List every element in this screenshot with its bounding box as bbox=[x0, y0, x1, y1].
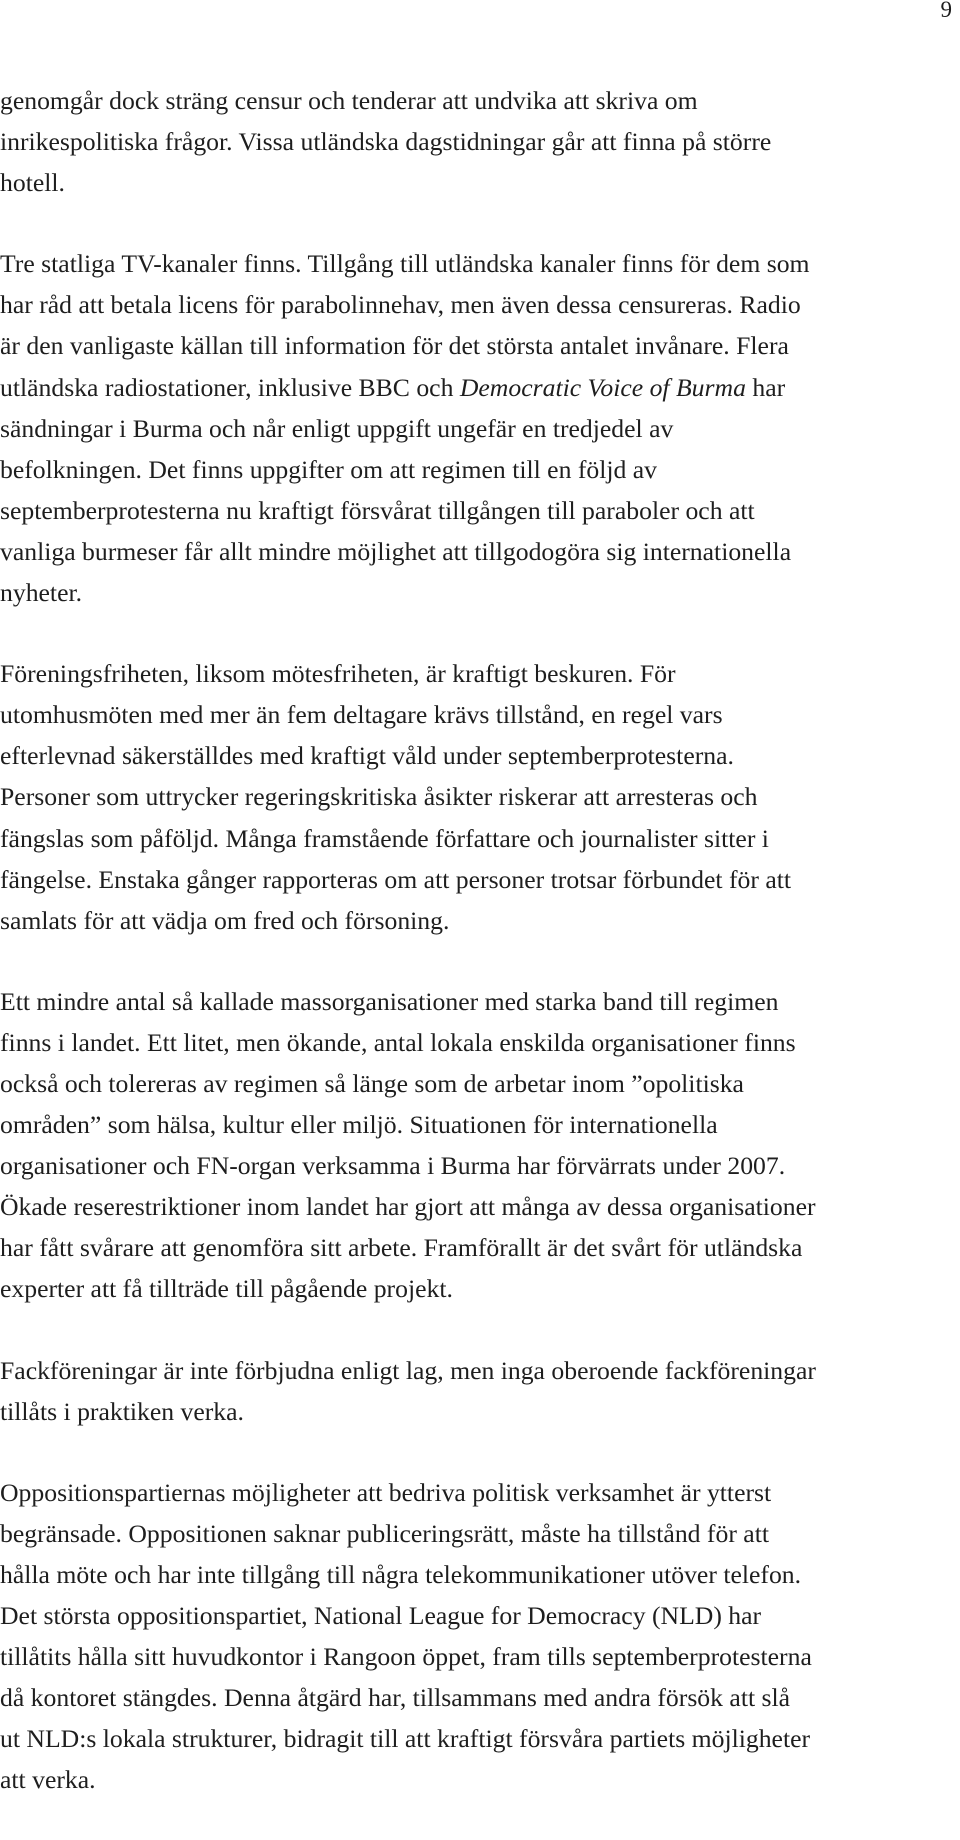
text-line: att verka. bbox=[0, 1765, 96, 1795]
paragraph bbox=[0, 1472, 960, 1801]
text-line: Personer som uttrycker regeringskritiska åsikter riskerar att arresteras och bbox=[0, 782, 758, 812]
paragraph bbox=[0, 243, 960, 613]
text-line: organisationer och FN-organ verksamma i Burma har förvärrats under 2007. bbox=[0, 1151, 786, 1181]
text-line: Fackföreningar är inte förbjudna enligt lag, men inga oberoende fackföreningar bbox=[0, 1355, 816, 1385]
text-line: fängslas som påföljd. Många framstående författare och journalister sitter i bbox=[0, 823, 769, 853]
text-line: Tre statliga TV-kanaler finns. Tillgång till utländska kanaler finns för dem som bbox=[0, 249, 810, 279]
text-line: sändningar i Burma och når enligt uppgift ungefär en tredjedel av bbox=[0, 413, 674, 443]
text-line: utomhusmöten med mer än fem deltagare krävs tillstånd, en regel vars bbox=[0, 700, 723, 730]
text-run: har bbox=[745, 372, 786, 402]
text-line: vanliga burmeser får allt mindre möjlighet att tillgodogöra sig internationella bbox=[0, 536, 792, 566]
text-line: septemberprotesterna nu kraftigt försvårat tillgången till paraboler och att bbox=[0, 495, 755, 525]
italic-title: Democratic Voice of Burma bbox=[459, 372, 746, 402]
text-line: ut NLD:s lokala strukturer, bidragit till att kraftigt försvåra partiets möjligheter bbox=[0, 1724, 811, 1754]
text-line: Föreningsfriheten, liksom mötesfriheten, är kraftigt beskuren. För bbox=[0, 659, 676, 689]
paragraph bbox=[0, 80, 960, 203]
text-line: tillåtits hålla sitt huvudkontor i Rangoon öppet, fram tills septemberprotesterna bbox=[0, 1642, 812, 1672]
paragraph bbox=[0, 1350, 960, 1432]
paragraph bbox=[0, 653, 960, 941]
text-line: Det största oppositionspartiet, National League for Democracy (NLD) har bbox=[0, 1601, 762, 1630]
text-line: har råd att betala licens för parabolinnehav, men även dessa censureras. Radio bbox=[0, 290, 801, 320]
text-line: områden” som hälsa, kultur eller miljö. Situationen för internationella bbox=[0, 1110, 718, 1140]
text-line: Ett mindre antal så kallade massorganisationer med starka band till regimen bbox=[0, 986, 779, 1016]
text-line: Ökade reserestriktioner inom landet har gjort att många av dessa organisationer bbox=[0, 1192, 816, 1222]
page-number: 9 bbox=[940, 0, 952, 22]
text-line: efterlevnad säkerställdes med kraftigt våld under septemberprotesterna. bbox=[0, 741, 734, 771]
document-body bbox=[0, 80, 960, 1840]
paragraph bbox=[0, 981, 960, 1310]
text-line: begränsade. Oppositionen saknar publiceringsrätt, måste ha tillstånd för att bbox=[0, 1518, 769, 1548]
text-line bbox=[0, 367, 960, 408]
text-line: experter att få tillträde till pågående projekt. bbox=[0, 1274, 453, 1304]
text-line: befolkningen. Det finns uppgifter om att regimen till en följd av bbox=[0, 454, 658, 484]
text-line: då kontoret stängdes. Denna åtgärd har, tillsammans med andra försök att slå bbox=[0, 1683, 791, 1713]
text-line: är den vanligaste källan till information för det största antalet invånare. Flera bbox=[0, 331, 789, 361]
text-line: genomgår dock sträng censur och tenderar att undvika att skriva om bbox=[0, 86, 698, 115]
text-line: fängelse. Enstaka gånger rapporteras om att personer trotsar förbundet för att bbox=[0, 864, 792, 894]
text-line: finns i landet. Ett litet, men ökande, antal lokala enskilda organisationer finns bbox=[0, 1027, 796, 1057]
text-line: tillåts i praktiken verka. bbox=[0, 1396, 244, 1426]
text-line: hålla möte och har inte tillgång till några telekommunikationer utöver telefon. bbox=[0, 1559, 802, 1589]
text-line: inrikespolitiska frågor. Vissa utländska dagstidningar går att finna på större bbox=[0, 127, 772, 157]
text-line: har fått svårare att genomföra sitt arbete. Framförallt är det svårt för utländska bbox=[0, 1233, 803, 1263]
text-line: Oppositionspartiernas möjligheter att bedriva politisk verksamhet är ytterst bbox=[0, 1477, 772, 1507]
text-line: samlats för att vädja om fred och försoning. bbox=[0, 905, 450, 935]
text-line: också och tolereras av regimen så länge som de arbetar inom ”opolitiska bbox=[0, 1068, 744, 1098]
text-run: utländska radiostationer, inklusive BBC och bbox=[0, 372, 460, 402]
text-line: nyheter. bbox=[0, 578, 83, 608]
text-line: hotell. bbox=[0, 168, 65, 198]
